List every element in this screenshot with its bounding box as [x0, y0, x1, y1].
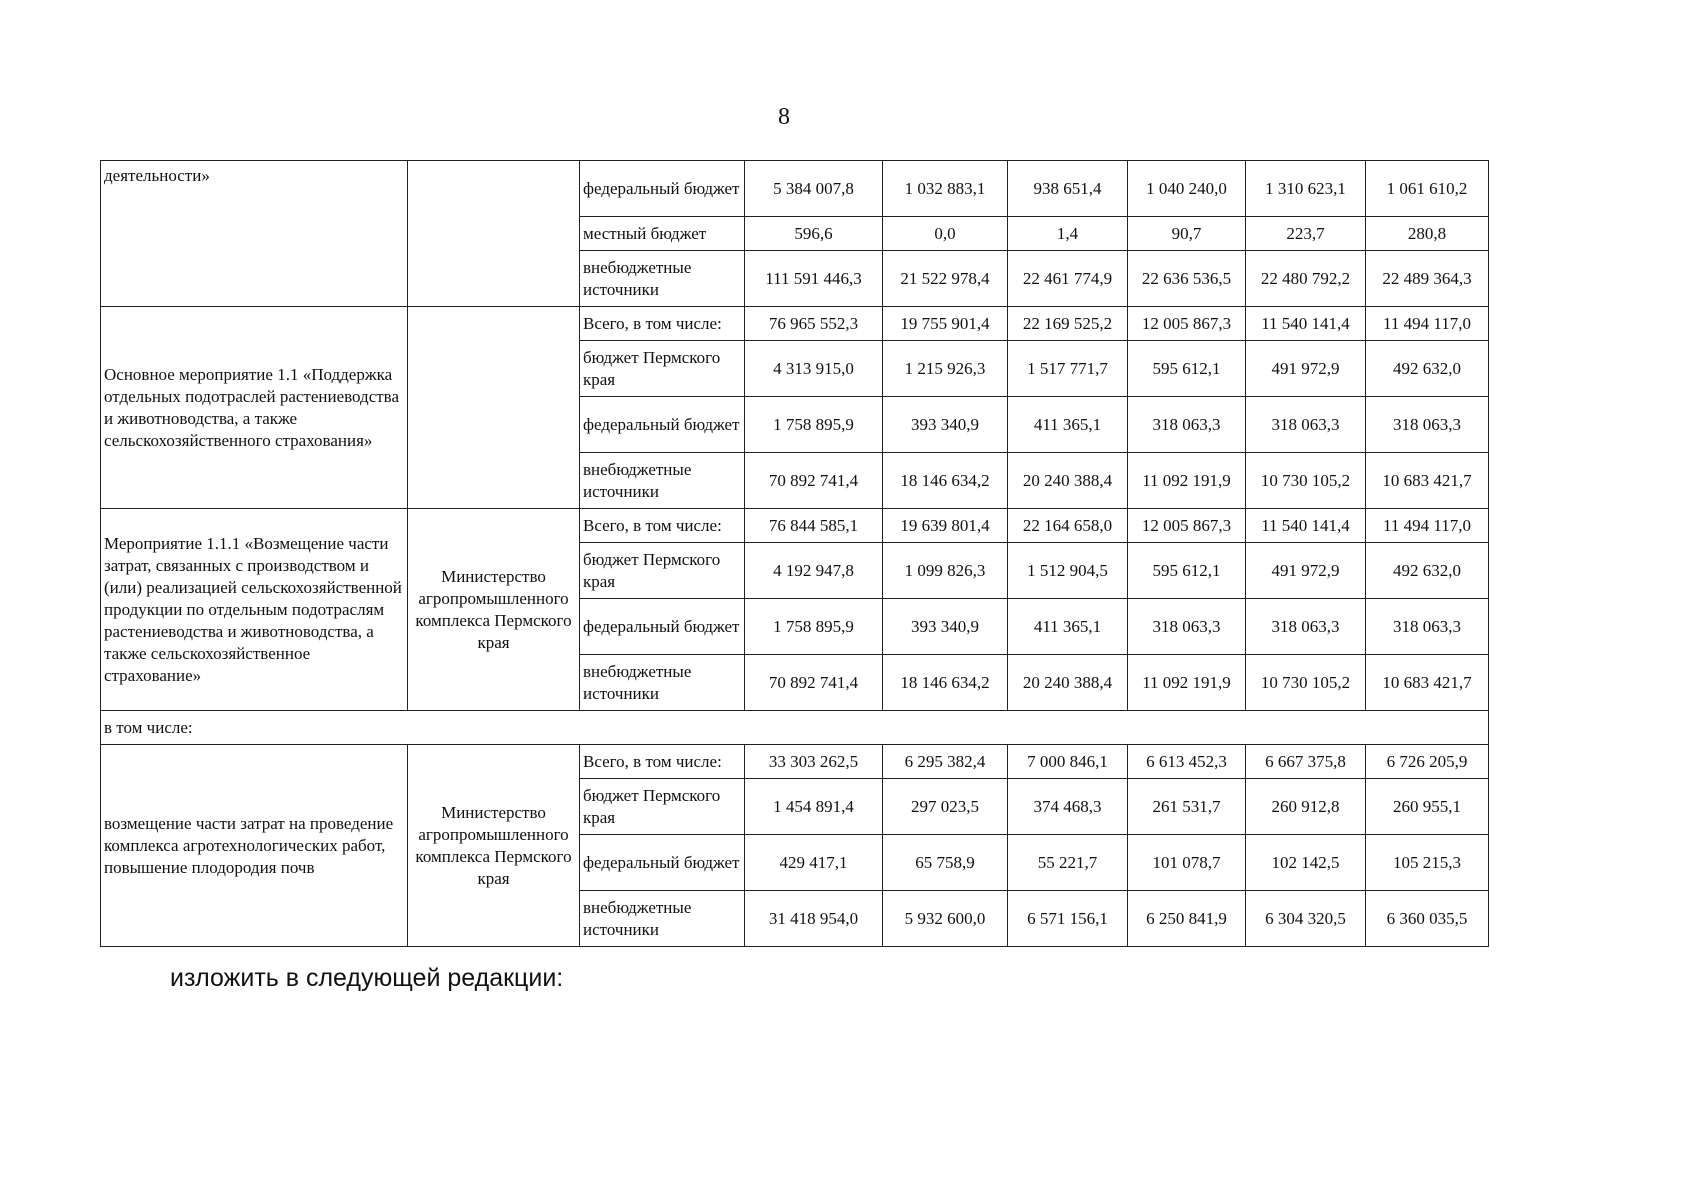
amount-cell: 10 683 421,7: [1366, 453, 1489, 509]
amount-cell: 55 221,7: [1008, 835, 1128, 891]
activity-name: деятельности»: [101, 161, 408, 307]
amount-cell: 20 240 388,4: [1008, 453, 1128, 509]
amount-cell: 318 063,3: [1128, 599, 1246, 655]
footer-instruction: изложить в следующей редакции:: [170, 964, 564, 992]
amount-cell: 31 418 954,0: [745, 891, 883, 947]
amount-cell: 261 531,7: [1128, 779, 1246, 835]
funding-source: внебюджетные источники: [580, 891, 745, 947]
amount-cell: 5 384 007,8: [745, 161, 883, 217]
executor: [408, 161, 580, 307]
amount-cell: 6 571 156,1: [1008, 891, 1128, 947]
amount-cell: 596,6: [745, 217, 883, 251]
amount-cell: 65 758,9: [883, 835, 1008, 891]
amount-cell: 393 340,9: [883, 599, 1008, 655]
amount-cell: 1 215 926,3: [883, 341, 1008, 397]
amount-cell: 1 758 895,9: [745, 599, 883, 655]
amount-cell: 1 061 610,2: [1366, 161, 1489, 217]
funding-source: федеральный бюджет: [580, 397, 745, 453]
amount-cell: 22 636 536,5: [1128, 251, 1246, 307]
amount-cell: 10 683 421,7: [1366, 655, 1489, 711]
amount-cell: 11 540 141,4: [1246, 307, 1366, 341]
amount-cell: 111 591 446,3: [745, 251, 883, 307]
amount-cell: 374 468,3: [1008, 779, 1128, 835]
funding-source: внебюджетные источники: [580, 655, 745, 711]
amount-cell: 1 310 623,1: [1246, 161, 1366, 217]
amount-cell: 6 726 205,9: [1366, 745, 1489, 779]
amount-cell: 20 240 388,4: [1008, 655, 1128, 711]
amount-cell: 12 005 867,3: [1128, 509, 1246, 543]
amount-cell: 33 303 262,5: [745, 745, 883, 779]
amount-cell: 5 932 600,0: [883, 891, 1008, 947]
table-row: [101, 745, 1489, 779]
section-label: в том числе:: [101, 711, 1489, 745]
amount-cell: 11 092 191,9: [1128, 453, 1246, 509]
funding-source: Всего, в том числе:: [580, 307, 745, 341]
amount-cell: 318 063,3: [1246, 599, 1366, 655]
amount-cell: 1 512 904,5: [1008, 543, 1128, 599]
amount-cell: 411 365,1: [1008, 599, 1128, 655]
amount-cell: 318 063,3: [1366, 599, 1489, 655]
amount-cell: 6 250 841,9: [1128, 891, 1246, 947]
table-row: [101, 307, 1489, 341]
amount-cell: 70 892 741,4: [745, 453, 883, 509]
amount-cell: 1,4: [1008, 217, 1128, 251]
funding-source: внебюджетные источники: [580, 251, 745, 307]
executor: [408, 307, 580, 509]
amount-cell: 595 612,1: [1128, 341, 1246, 397]
amount-cell: 260 912,8: [1246, 779, 1366, 835]
amount-cell: 76 965 552,3: [745, 307, 883, 341]
section-row: [101, 711, 1489, 745]
amount-cell: 101 078,7: [1128, 835, 1246, 891]
amount-cell: 22 489 364,3: [1366, 251, 1489, 307]
amount-cell: 22 461 774,9: [1008, 251, 1128, 307]
amount-cell: 6 304 320,5: [1246, 891, 1366, 947]
amount-cell: 22 480 792,2: [1246, 251, 1366, 307]
amount-cell: 22 169 525,2: [1008, 307, 1128, 341]
amount-cell: 393 340,9: [883, 397, 1008, 453]
table-row: [101, 161, 1489, 217]
amount-cell: 76 844 585,1: [745, 509, 883, 543]
amount-cell: 1 040 240,0: [1128, 161, 1246, 217]
amount-cell: 223,7: [1246, 217, 1366, 251]
amount-cell: 1 032 883,1: [883, 161, 1008, 217]
funding-source: Всего, в том числе:: [580, 745, 745, 779]
amount-cell: 491 972,9: [1246, 341, 1366, 397]
page-number: 8: [778, 104, 790, 130]
executor: Министерство агропромышленного комплекса Пермского края: [408, 509, 580, 711]
activity-name: Мероприятие 1.1.1 «Возмещение части затрат, связанных с производством и (или) реализацией сельскохозяйственной продукции по отдельным подотраслям растениеводства и животноводства, а также сельскохозяйственное страхование»: [101, 509, 408, 711]
amount-cell: 11 092 191,9: [1128, 655, 1246, 711]
amount-cell: 7 000 846,1: [1008, 745, 1128, 779]
amount-cell: 595 612,1: [1128, 543, 1246, 599]
amount-cell: 90,7: [1128, 217, 1246, 251]
amount-cell: 411 365,1: [1008, 397, 1128, 453]
amount-cell: 22 164 658,0: [1008, 509, 1128, 543]
table-row: [101, 509, 1489, 543]
funding-source: бюджет Пермского края: [580, 341, 745, 397]
executor: Министерство агропромышленного комплекса Пермского края: [408, 745, 580, 947]
budget-table: [100, 160, 1489, 947]
amount-cell: 4 192 947,8: [745, 543, 883, 599]
amount-cell: 260 955,1: [1366, 779, 1489, 835]
amount-cell: 11 494 117,0: [1366, 509, 1489, 543]
amount-cell: 6 295 382,4: [883, 745, 1008, 779]
amount-cell: 492 632,0: [1366, 341, 1489, 397]
amount-cell: 12 005 867,3: [1128, 307, 1246, 341]
amount-cell: 6 613 452,3: [1128, 745, 1246, 779]
funding-source: Всего, в том числе:: [580, 509, 745, 543]
amount-cell: 1 454 891,4: [745, 779, 883, 835]
amount-cell: 0,0: [883, 217, 1008, 251]
activity-name: возмещение части затрат на проведение комплекса агротехнологических работ, повышение плодородия почв: [101, 745, 408, 947]
amount-cell: 6 667 375,8: [1246, 745, 1366, 779]
amount-cell: 297 023,5: [883, 779, 1008, 835]
activity-name: Основное мероприятие 1.1 «Поддержка отдельных подотраслей растениеводства и животноводства, а также сельскохозяйственного страхования»: [101, 307, 408, 509]
amount-cell: 11 494 117,0: [1366, 307, 1489, 341]
amount-cell: 105 215,3: [1366, 835, 1489, 891]
amount-cell: 1 758 895,9: [745, 397, 883, 453]
amount-cell: 1 517 771,7: [1008, 341, 1128, 397]
amount-cell: 938 651,4: [1008, 161, 1128, 217]
amount-cell: 4 313 915,0: [745, 341, 883, 397]
funding-source: внебюджетные источники: [580, 453, 745, 509]
funding-source: местный бюджет: [580, 217, 745, 251]
amount-cell: 102 142,5: [1246, 835, 1366, 891]
amount-cell: 1 099 826,3: [883, 543, 1008, 599]
amount-cell: 10 730 105,2: [1246, 453, 1366, 509]
amount-cell: 318 063,3: [1128, 397, 1246, 453]
funding-source: федеральный бюджет: [580, 599, 745, 655]
amount-cell: 318 063,3: [1366, 397, 1489, 453]
funding-source: бюджет Пермского края: [580, 543, 745, 599]
amount-cell: 18 146 634,2: [883, 655, 1008, 711]
funding-source: бюджет Пермского края: [580, 779, 745, 835]
amount-cell: 11 540 141,4: [1246, 509, 1366, 543]
funding-source: федеральный бюджет: [580, 835, 745, 891]
amount-cell: 6 360 035,5: [1366, 891, 1489, 947]
amount-cell: 18 146 634,2: [883, 453, 1008, 509]
funding-source: федеральный бюджет: [580, 161, 745, 217]
amount-cell: 318 063,3: [1246, 397, 1366, 453]
amount-cell: 429 417,1: [745, 835, 883, 891]
amount-cell: 19 639 801,4: [883, 509, 1008, 543]
amount-cell: 491 972,9: [1246, 543, 1366, 599]
amount-cell: 492 632,0: [1366, 543, 1489, 599]
amount-cell: 21 522 978,4: [883, 251, 1008, 307]
amount-cell: 280,8: [1366, 217, 1489, 251]
amount-cell: 10 730 105,2: [1246, 655, 1366, 711]
amount-cell: 70 892 741,4: [745, 655, 883, 711]
amount-cell: 19 755 901,4: [883, 307, 1008, 341]
